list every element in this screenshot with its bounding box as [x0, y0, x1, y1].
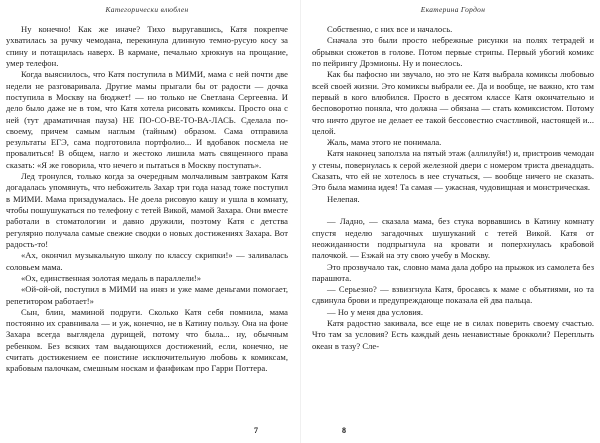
paragraph: Сначала это были просто небрежные рисунки на полях тетрадей и обрывки сюжетов в голове. Потом первые стрипы. Первый убогий комикс по пейрингу Дрэмионы. Ну и понеслось.: [312, 35, 594, 68]
right-page-number: 8: [342, 426, 346, 435]
paragraph: Жаль, мама этого не понимала.: [327, 137, 442, 148]
right-page-body: [312, 24, 594, 421]
paragraph: — Серьезно? — взвизгнула Катя, бросаясь к маме с объятиями, но та сдвинула брови и предупреждающе показала ей два пальца.: [312, 284, 594, 306]
left-page-body: [6, 24, 288, 421]
paragraph: Как бы пафосно ни звучало, но это не Катя выбрала комиксы любовью всей своей жизни. Это комиксы выбрали ее. Да и вообще, не важно, кто там первый в кого влюбился. Просто в десятом классе Катя окончательно и бесповоротно поняла, что должна — обязана — стать комиксистом. Потому что ничто другое не делает ее такой бессовестно счастливой, настоящей и... целой.: [312, 69, 594, 136]
scene-break-spacer: [312, 205, 594, 216]
paragraph: Катя радостно закивала, все еще не в силах поверить своему счастью. Что там за условия? Есть каждый день ненавистные брокколи? Переплыть океан в тазу? Сле-: [312, 318, 594, 351]
paragraph: «Ах, окончил музыкальную школу по классу скрипки!» — заливалась соловьем мама.: [6, 250, 288, 272]
paragraph: Нелепая.: [327, 193, 360, 204]
paragraph: Катя наконец заползла на пятый этаж (аллилуйя!) и, пристроив чемодан у стены, повернулась к серой железной двери с номером триста двенадцать. Сказать, что ей не хотелось в нее стучаться, — вообще ничего не сказать. Это была мамина идея! Та самая — ужасная, чудовищная и монстрическая.: [312, 148, 594, 193]
left-page-number: 7: [254, 426, 258, 435]
paragraph: Лед тронулся, только когда за очередным молчаливым завтраком Катя догадалась упомянуть, что небожитель Захар три года назад тоже поступил в МИМИ. Мама призадумалась. Не доела рисовую кашу и ушла в комнату, чтобы пошушукаться по телефону с тетей Викой, мамой Захара. Они вместе работали в стоматологии и давно дружили, поэтому Катя с детства регулярно получала самые свежие сводки о новых достижениях Захара. Вот радость-то!: [6, 171, 288, 249]
right-page-running-head: Екатерина Гордон: [420, 5, 486, 14]
paragraph: «Ох, единственная золотая медаль в параллели!»: [21, 272, 202, 283]
right-page: [300, 0, 600, 443]
paragraph: Когда выяснилось, что Катя поступила в МИМИ, мама с ней почти две недели не разговаривала. Другие мамы прыгали бы от радости — дочка поступила в Москву на бюджет! — но только не Светлана Сергеевна. И дело было даже не в том, что Катя хотела рисовать комиксы. Просто она с ней (тут драматичная пауза) НЕ ПО-СО-ВЕ-ТО-ВА-ЛАСЬ. Сделала по-своему, причем самым наглым (тайным) образом. Сама отправила результаты ЕГЭ, сама подготовила портфолио... И вдобавок посмела не провалиться! В общем, нагло и жестоко лишила мать священного права сказать: «Я же говорила, что нечего и пытаться в Москву поступать».: [6, 69, 288, 170]
left-page-running-head: Категорически влюблен: [105, 5, 189, 14]
paragraph: Это прозвучало так, словно мама дала добро на прыжок из самолета без парашюта.: [312, 261, 594, 283]
paragraph: Ну конечно! Как же иначе? Тихо выругавшись, Катя покрепче ухватилась за ручку чемодана, перекинула длинную темно-русую косу за спину и потащилась наверх. В кармане, печально хрюкнув на прощание, умер телефон.: [6, 24, 288, 68]
paragraph: — Но у меня два условия.: [327, 306, 423, 317]
paragraph: — Ладно, — сказала мама, без стука ворвавшись в Катину комнату спустя неделю загадочных шушуканий с тетей Викой. Катя от неожиданности подпрыгнула на кровати и поперхнулась крабовой палочкой. — Езжай на эту свою учебу в Москву.: [312, 216, 594, 261]
paragraph: Сын, блин, маминой подруги. Сколько Катя себя помнила, мама постоянно их сравнивала — и уж, конечно, не в Катину пользу. Она на фоне Захара всегда выглядела дурищей, потому что была... ну, обычным ребенком. Без всяких там выдающихся достижений, если, конечно, не считать достижением ее поистине исключительную любовь к комиксам, крабовым палочкам, смешным носкам и фанфикам про Гарри Поттера.: [6, 306, 288, 374]
paragraph: «Ой-ой-ой, поступил в МИМИ на иняз и уже маме деньгами помогает, репетитором работает!»: [6, 284, 288, 306]
paragraph: Собственно, с них все и началось.: [327, 24, 453, 34]
